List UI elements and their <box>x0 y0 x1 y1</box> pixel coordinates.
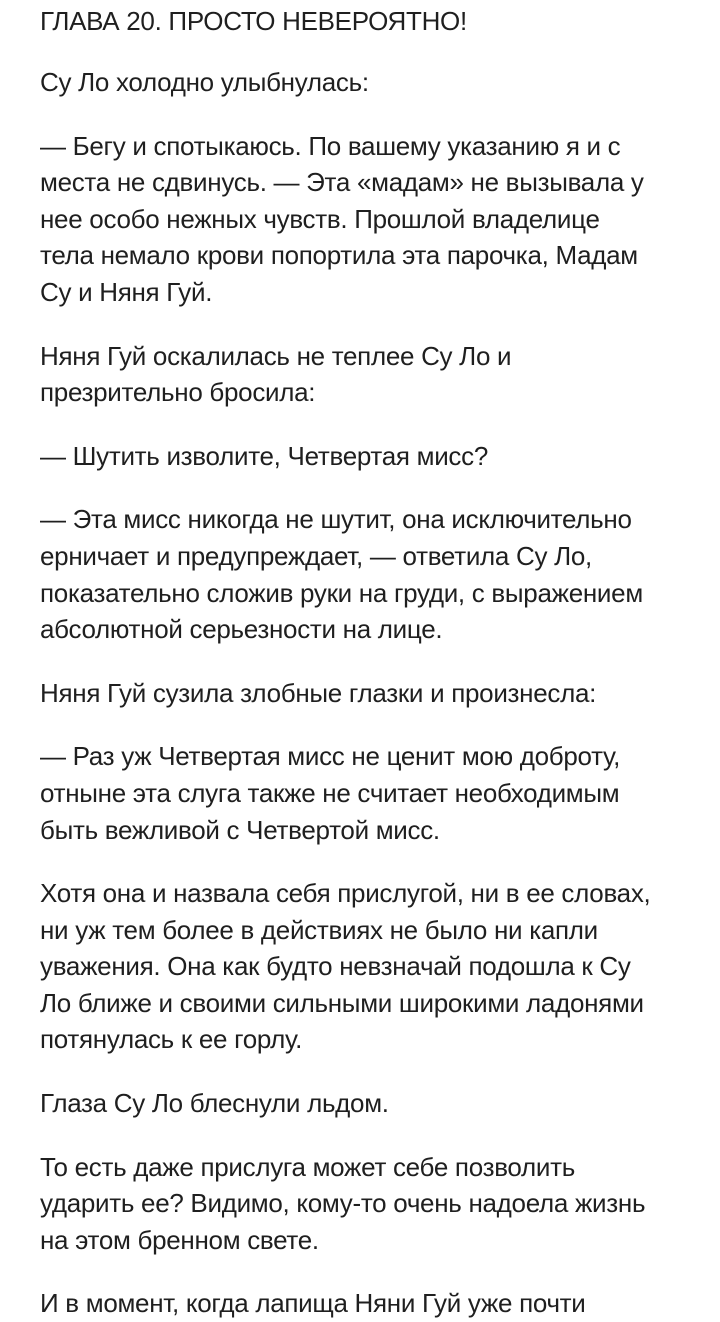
paragraph: Глаза Су Ло блеснули льдом. <box>40 1088 389 1119</box>
paragraph: — Шутить изволите, Четвертая мисс? <box>40 440 488 471</box>
paragraph: И в момент, когда лапища Няни Гуй уже почти <box>40 1288 586 1319</box>
reader-content <box>40 0 702 1322</box>
paragraph: Няня Гуй сузила злобные глазки и произнесла: <box>40 677 597 708</box>
chapter-title: ГЛАВА 20. ПРОСТО НЕВЕРОЯТНО! <box>40 6 467 36</box>
paragraph: — Эта мисс никогда не шутит, она исключительно ерничает и предупреждает, — ответила Су Ло, показательно сложив руки на груди, с выражением абсолютной серьезности на лице. <box>40 504 643 645</box>
paragraph: Су Ло холодно улыбнулась: <box>40 67 369 97</box>
paragraph: То есть даже прислуга может себе позволить ударить ее? Видимо, кому-то очень надоела жизнь на этом бренном свете. <box>40 1151 646 1255</box>
paragraph: — Бегу и спотыкаюсь. По вашему указанию я и с места не сдвинусь. — Эта «мадам» не вызывала у нее особо нежных чувств. Прошлой владелице тела немало крови попортила эта парочка, Мадам Су и Няня Гуй. <box>40 130 644 307</box>
paragraph: Няня Гуй оскалилась не теплее Су Ло и презрительно бросила: <box>40 340 512 408</box>
paragraph: Хотя она и назвала себя прислугой, ни в ее словах, ни уж тем более в действиях не было ни капли уважения. Она как будто невзначай подошла к Су Ло ближе и своими сильными широкими ладонями потянулась к ее горлу. <box>40 878 651 1055</box>
paragraph: — Раз уж Четвертая мисс не ценит мою доброту, отныне эта слуга также не считает необходимым быть вежливой с Четвертой мисс. <box>40 741 620 845</box>
